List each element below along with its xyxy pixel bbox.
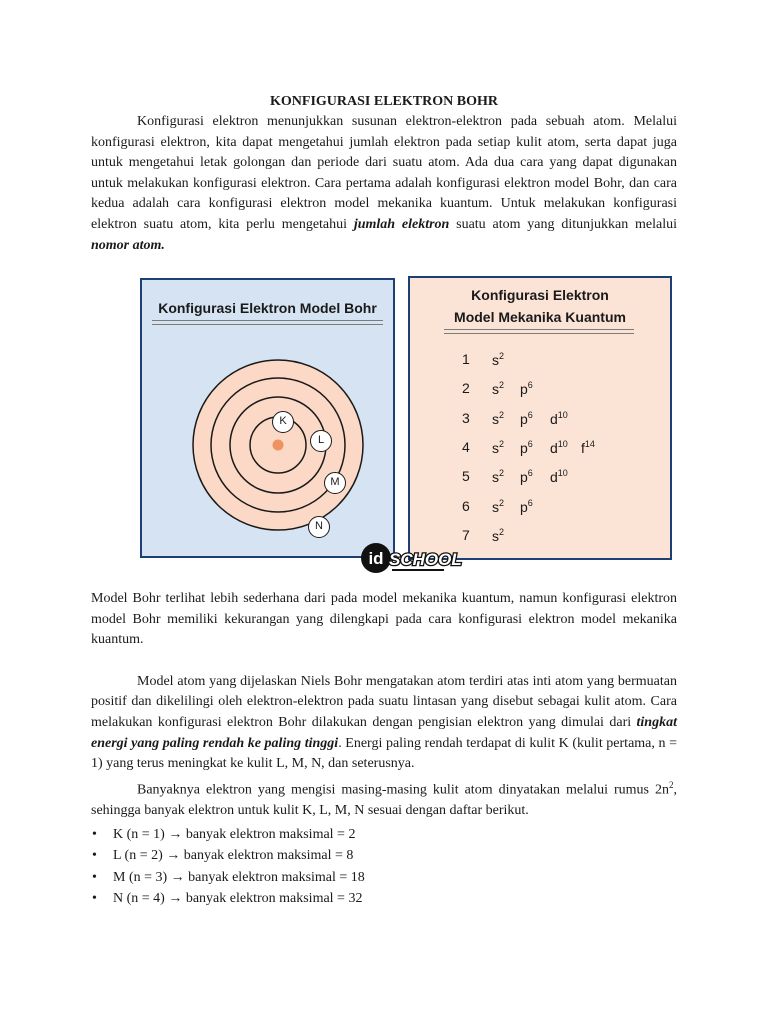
- intro-emphasis-2: nomor atom.: [91, 237, 165, 253]
- intro-emphasis-1: jumlah elektron: [353, 216, 450, 232]
- shell-label-m: M: [324, 472, 346, 494]
- shell-capacity-list: [91, 824, 677, 910]
- bohr-text-1: Model atom yang dijelaskan Niels Bohr mengatakan atom terdiri atas inti atom yang bermuatan positif dan dikelilingi oleh elektron-elektron pada suatu lintasan yang disebut sebagai kulit atom. Cara melakukan konfigurasi elektron Bohr dilakukan dengan pengisian elektron yang dimulai dari: [91, 673, 677, 730]
- orbital-s2: $s^2$: [492, 438, 505, 456]
- list-item: • K (n = 1) → banyak elektron maksimal = 2: [91, 824, 677, 846]
- logo-text-school: SCHOOL: [389, 550, 462, 569]
- shell-number: 4: [462, 438, 470, 455]
- nucleus: [273, 440, 284, 451]
- orbital-d10: $d^{10}$: [550, 409, 568, 427]
- shell-number: 1: [462, 351, 470, 367]
- shell-number: 5: [462, 468, 470, 485]
- logo-text-id: id: [368, 549, 384, 568]
- orbital-s2: $s^2$: [492, 497, 505, 515]
- orbital-p6: $p^6$: [520, 497, 533, 515]
- formula-superscript: 2: [669, 779, 674, 790]
- quantum-model-panel: [408, 276, 672, 560]
- orbital-s2: $s^2$: [492, 380, 505, 398]
- orbital-s2: $s^2$: [492, 351, 505, 368]
- intro-text-1: Konfigurasi elektron menunjukkan susunan elektron-elektron pada sebuah atom. Melalui konfigurasi elektron, kita dapat mengetahui jumlah elektron pada setiap kulit atom, serta dapat juga untuk mengetahui letak golongan dan periode dari suatu atom. Ada dua cara yang dapat digunakan untuk melakukan konfigurasi elektron. Cara pertama adalah konfigurasi elektron model Bohr, dan cara kedua adalah cara konfigurasi elektron model mekanika kuantum. Untuk melakukan konfigurasi elektron suatu atom, kita perlu mengetahui: [91, 114, 677, 232]
- bohr-atom-diagram: [142, 280, 393, 556]
- list-item: • N (n = 4) → banyak elektron maksimal = 32: [91, 888, 677, 910]
- bohr-emphasis: tingkat energi yang paling rendah ke paling tinggi: [91, 714, 677, 751]
- formula-text-2: , sehingga banyak elektron untuk kulit K, L, M, N sesuai dengan daftar berikut.: [91, 782, 677, 818]
- quantum-title-line-1: Konfigurasi Elektron: [471, 287, 609, 303]
- idschool-logo: [358, 538, 462, 578]
- orbital-s2: $s^2$: [492, 409, 505, 427]
- bohr-model-panel: [140, 278, 395, 558]
- orbital-s2: $s^2$: [492, 526, 505, 544]
- document-bottom: [91, 589, 677, 910]
- shell-number: 2: [462, 380, 470, 397]
- logo-underline: [392, 569, 444, 571]
- orbital-p6: $p^6$: [520, 409, 533, 427]
- quantum-title-line-2: Model Mekanika Kuantum: [454, 309, 626, 325]
- document-title: KONFIGURASI ELEKTRON BOHR: [270, 94, 498, 109]
- intro-paragraph: [91, 112, 677, 256]
- orbital-p6: $p^6$: [520, 468, 533, 486]
- shell-label-l: L: [310, 430, 332, 452]
- bohr-panel-title: Konfigurasi Elektron Model Bohr: [158, 300, 377, 316]
- orbital-f14: $f^{14}$: [581, 438, 595, 456]
- orbital-p6: $p^6$: [520, 380, 533, 398]
- shell-number: 6: [462, 497, 470, 514]
- formula-text-1: Banyaknya elektron yang mengisi masing-masing kulit atom dinyatakan melalui rumus 2n: [137, 782, 669, 798]
- comparison-paragraph: Model Bohr terlihat lebih sederhana dari pada model mekanika kuantum, namun konfigurasi elektron model Bohr memiliki kekurangan yang dilengkapi pada cara konfigurasi elektron model mekanika kuantum.: [91, 591, 677, 648]
- shell-label-n: N: [308, 516, 330, 538]
- intro-text-2: suatu atom yang ditunjukkan melalui: [449, 216, 677, 232]
- orbital-d10: $d^{10}$: [550, 438, 568, 456]
- formula-paragraph: [91, 775, 677, 822]
- orbital-p6: $p^6$: [520, 438, 533, 456]
- shell-label-k: K: [272, 411, 294, 433]
- bohr-text-2: . Energi paling rendah terdapat di kulit K (kulit pertama, n = 1) yang terus meningkat ke kulit L, M, N, dan seterusnya.: [91, 735, 677, 772]
- bohr-model-paragraph: [91, 672, 677, 775]
- document-top: [91, 92, 677, 256]
- orbital-s2: $s^2$: [492, 468, 505, 486]
- list-item: • L (n = 2) → banyak elektron maksimal = 8: [91, 845, 677, 867]
- shell-number: 7: [462, 526, 470, 543]
- configuration-figure: [140, 276, 674, 582]
- shell-number: 3: [462, 409, 470, 426]
- quantum-title-rule: [444, 329, 634, 334]
- orbital-d10: $d^{10}$: [550, 468, 568, 486]
- list-item: • M (n = 3) → banyak elektron maksimal = 18: [91, 867, 677, 889]
